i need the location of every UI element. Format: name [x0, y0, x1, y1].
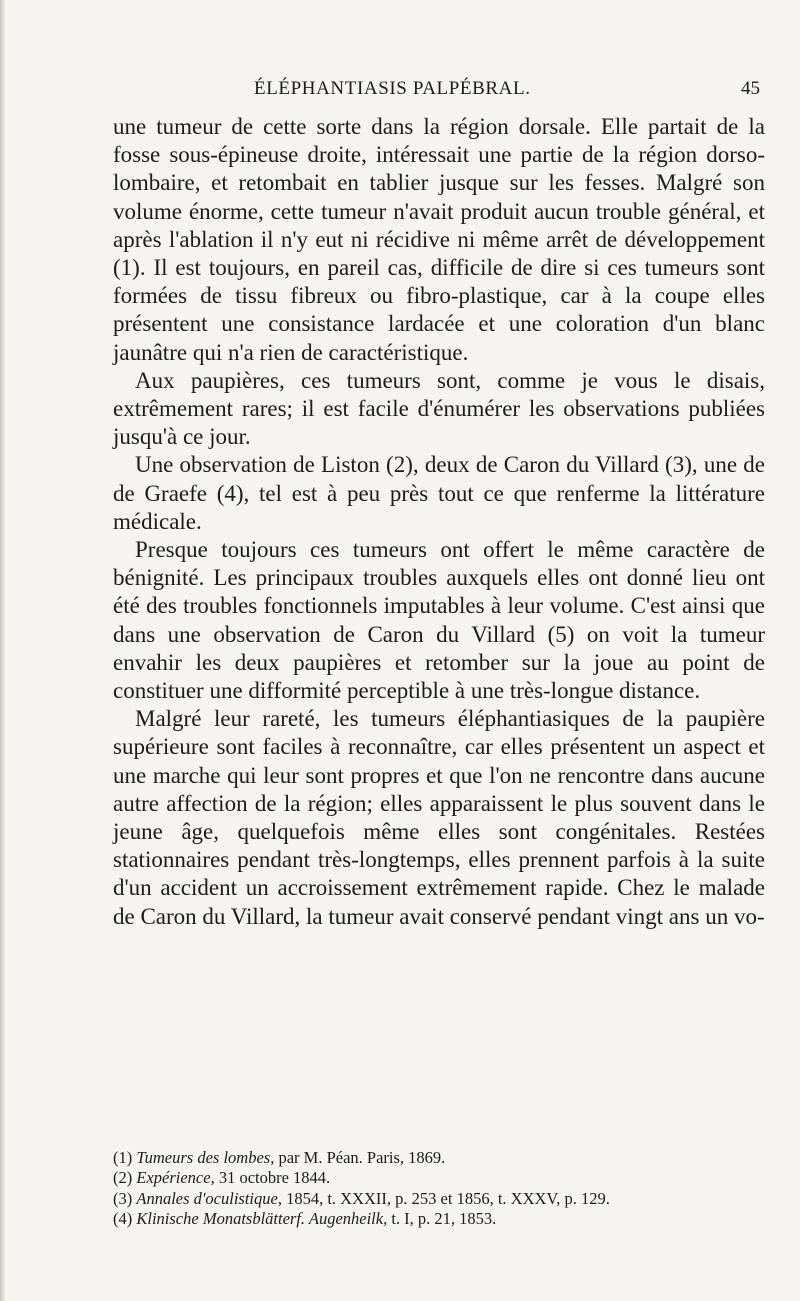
footnote [113, 1189, 765, 1209]
paragraph: Presque toujours ces tumeurs ont offert le même caractère de bénignité. Les principaux troubles auxquels elles ont donné lieu ont été des troubles fonctionnels imputables à leur volume. C'est ainsi que dans une observation de Caron du Villard (5) on voit la tumeur envahir les deux paupières et retomber sur la joue au point de constituer une difformité perceptible à une très-longue distance. [113, 537, 765, 704]
footnote-details: t. I, p. 21, 1853. [387, 1209, 497, 1229]
footnote-number: (4) [113, 1209, 133, 1229]
body-text [113, 113, 765, 931]
footnote [113, 1209, 765, 1229]
paragraph: Aux paupières, ces tumeurs sont, comme je vous le disais, extrêmement rares; il est facile d'énumérer les observations publiées jusqu'à ce jour. [113, 367, 765, 450]
footnote-title: Expérience, [136, 1168, 215, 1188]
page-header [200, 78, 760, 108]
footnote [113, 1168, 765, 1188]
footnote-details: 1854, t. XXXII, p. 253 et 1856, t. XXXV, p. 129. [281, 1188, 610, 1208]
paragraph: Malgré leur rareté, les tumeurs éléphantiasiques de la paupière supérieure sont faciles à reconnaître, car elles présentent un aspect et une marche qui leur sont propres et que l'on ne rencontre dans aucune autre affection de la région; elles apparaissent le plus souvent dans le jeune âge, quelquefois même elles sont congénitales. Restées stationnaires pendant très-longtemps, elles prennent parfois à la suite d'un accident un accroissement extrêmement rapide. Chez le malade de Caron du Villard, la tumeur avait conservé pendant vingt ans un vo- [113, 706, 765, 929]
footnote-details: par M. Péan. Paris, 1869. [274, 1148, 446, 1167]
footnote-number: (2) [113, 1168, 133, 1188]
running-title: ÉLÉPHANTIASIS PALPÉBRAL. [254, 78, 531, 99]
footnote-title: Annales d'oculistique, [136, 1188, 282, 1208]
paragraph: une tumeur de cette sorte dans la région dorsale. Elle partait de la fosse sous-épineuse droite, intéressait une partie de la région dorso-lombaire, et retombait en tablier jusque sur les fesses. Malgré son volume énorme, cette tumeur n'avait produit aucun trouble général, et après l'ablation il n'y eut ni récidive ni même arrêt de développement (1). Il est toujours, en pareil cas, difficile de dire si ces tumeurs sont formées de tissu fibreux ou fibro-plastique, car à la coupe elles présentent une consistance lardacée et une coloration d'un blanc jaunâtre qui n'a rien de caractéristique. [113, 114, 765, 365]
page-number: 45 [741, 78, 760, 99]
footnote [113, 1148, 765, 1168]
footnote-details: 31 octobre 1844. [214, 1168, 331, 1188]
footnote-title: Klinische Monatsblätterf. Augenheilk, [136, 1209, 388, 1229]
page-edge [0, 0, 5, 1301]
footnote-title: Tumeurs des lombes, [136, 1148, 275, 1167]
footnotes [113, 1148, 765, 1230]
footnote-number: (1) [113, 1148, 133, 1167]
footnote-number: (3) [113, 1188, 133, 1208]
paragraph: Une observation de Liston (2), deux de Caron du Villard (3), une de de Graefe (4), tel est à peu près tout ce que renferme la littérature médicale. [113, 452, 765, 534]
